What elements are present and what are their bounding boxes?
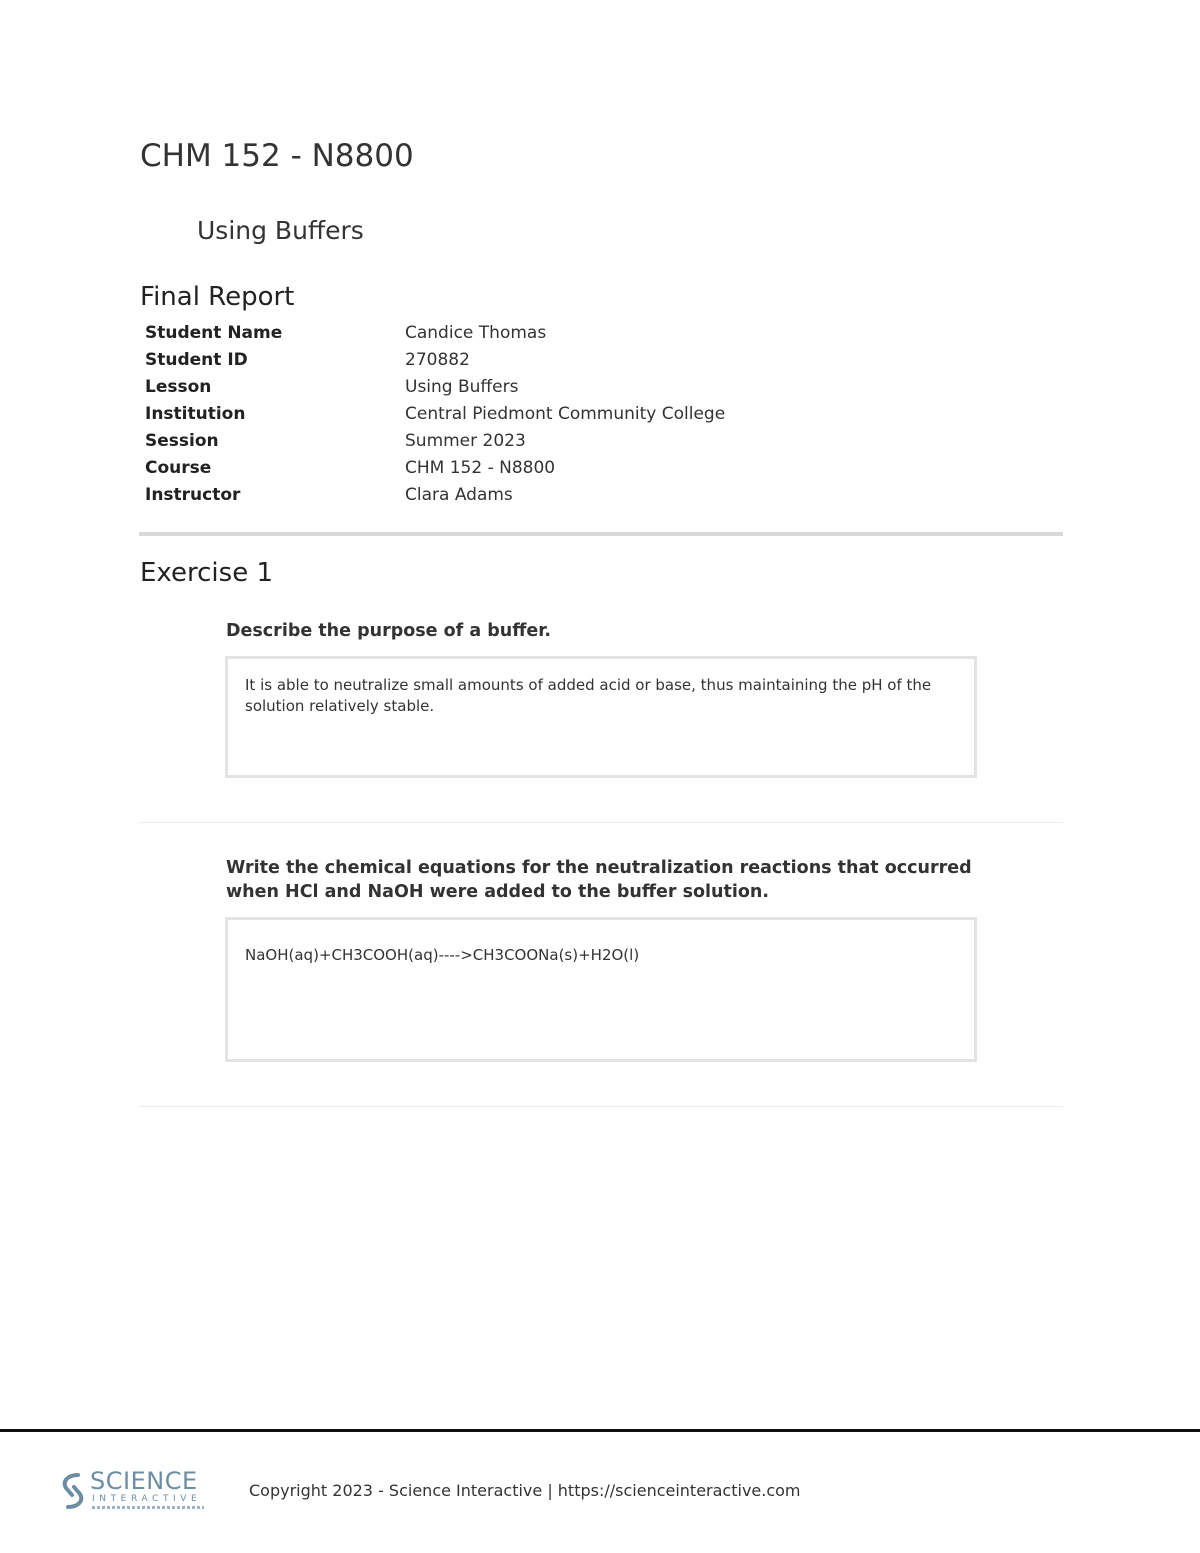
footer-copyright: Copyright 2023 - Science Interactive | https://scienceinteractive.com bbox=[249, 1481, 801, 1500]
info-label: Session bbox=[145, 431, 219, 451]
info-label: Student Name bbox=[145, 323, 283, 343]
info-row bbox=[145, 320, 725, 347]
logo-tagline bbox=[92, 1506, 204, 1509]
logo-subtitle: INTERACTIVE bbox=[92, 1494, 202, 1504]
lesson-title: Using Buffers bbox=[197, 216, 364, 245]
info-row bbox=[145, 455, 725, 482]
course-title: CHM 152 - N8800 bbox=[140, 138, 414, 174]
info-value: Candice Thomas bbox=[405, 323, 547, 343]
question-divider bbox=[139, 822, 1063, 823]
info-label: Lesson bbox=[145, 377, 212, 397]
info-value: 270882 bbox=[405, 350, 470, 370]
info-row bbox=[145, 428, 725, 455]
report-title: Final Report bbox=[140, 282, 295, 312]
info-value: Clara Adams bbox=[405, 485, 513, 505]
section-divider bbox=[139, 532, 1063, 536]
student-info-table bbox=[145, 320, 725, 509]
footer-divider bbox=[0, 1429, 1200, 1432]
question-prompt: Describe the purpose of a buffer. bbox=[226, 621, 552, 641]
info-row bbox=[145, 374, 725, 401]
answer-box: NaOH(aq)+CH3COOH(aq)---->CH3COONa(s)+H2O(l) bbox=[225, 917, 977, 1062]
science-interactive-swirl-icon bbox=[58, 1471, 88, 1511]
logo-wordmark: SCIENCE bbox=[90, 1467, 198, 1495]
info-value: Using Buffers bbox=[405, 377, 519, 397]
question-divider bbox=[139, 1106, 1063, 1107]
answer-box: It is able to neutralize small amounts of added acid or base, thus maintaining the pH of the solution relatively stable. bbox=[225, 656, 977, 778]
info-value: Summer 2023 bbox=[405, 431, 526, 451]
exercise-title: Exercise 1 bbox=[140, 558, 273, 588]
info-row bbox=[145, 401, 725, 428]
info-row bbox=[145, 347, 725, 374]
info-label: Course bbox=[145, 458, 212, 478]
science-interactive-logo bbox=[58, 1468, 208, 1514]
info-label: Student ID bbox=[145, 350, 248, 370]
info-value: Central Piedmont Community College bbox=[405, 404, 726, 424]
question-prompt: Write the chemical equations for the neutralization reactions that occurred when HCl and NaOH were added to the buffer solution. bbox=[226, 858, 972, 902]
info-value: CHM 152 - N8800 bbox=[405, 458, 556, 478]
info-row bbox=[145, 482, 725, 509]
info-label: Institution bbox=[145, 404, 246, 424]
info-label: Instructor bbox=[145, 485, 241, 505]
